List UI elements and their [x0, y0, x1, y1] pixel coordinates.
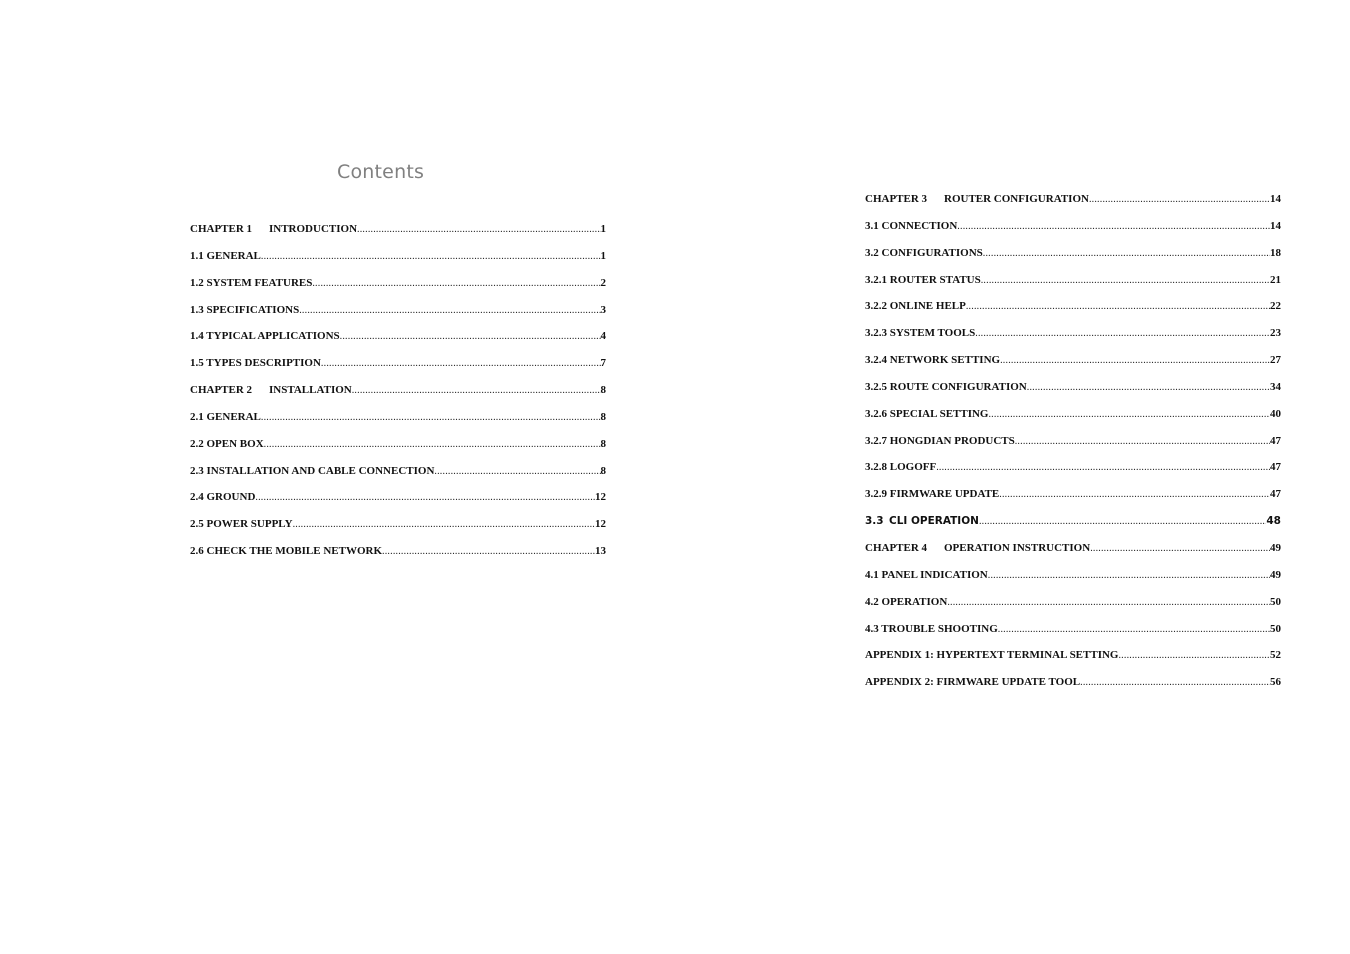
toc-page-number: 7 [600, 357, 606, 370]
toc-entry[interactable] [190, 465, 606, 492]
toc-entry-label [865, 274, 981, 286]
toc-entry-number: 3.3 [865, 515, 884, 528]
toc-entry-title: 2.3 INSTALLATION AND CABLE CONNECTION [190, 464, 435, 477]
toc-entry-title: CLI OPERATION [889, 515, 979, 528]
toc-page-number: 12 [595, 491, 606, 504]
toc-entry-title: 2.2 OPEN BOX [190, 437, 264, 450]
dot-leader [947, 597, 1270, 608]
dot-leader [1090, 543, 1270, 554]
toc-entry-label [865, 623, 998, 635]
toc-entry[interactable] [190, 491, 606, 518]
toc-entry-title: 4.1 PANEL INDICATION [865, 568, 988, 581]
dot-leader [983, 248, 1270, 259]
dot-leader [975, 328, 1270, 339]
toc-entry-title: INSTALLATION [269, 384, 352, 397]
toc-page-number: 50 [1270, 622, 1281, 635]
toc-entry-title: OPERATION INSTRUCTION [944, 541, 1091, 554]
toc-entry[interactable] [190, 250, 606, 277]
toc-page-number: 22 [1270, 300, 1281, 313]
toc-entry-title: 3.2.5 ROUTE CONFIGURATION [865, 380, 1027, 393]
dot-leader [988, 570, 1270, 581]
toc-page-number: 2 [600, 276, 606, 289]
toc-entry-title: 1.1 GENERAL [190, 249, 261, 262]
toc-entry-number: CHAPTER 1 [190, 223, 253, 235]
dot-leader [1015, 436, 1270, 447]
toc-page-number: 8 [600, 437, 606, 450]
toc-page-number: 13 [595, 545, 606, 558]
toc-page-number: 34 [1270, 380, 1281, 393]
toc-entry-label [865, 193, 1089, 205]
toc-entry-label [865, 435, 1015, 447]
toc-page-number: 8 [600, 384, 606, 397]
toc-entry-title: 3.2.8 LOGOFF [865, 461, 937, 474]
dot-leader [321, 358, 601, 369]
toc-page-number: 21 [1270, 273, 1281, 286]
dot-leader [1000, 355, 1270, 366]
dot-leader [1080, 677, 1270, 688]
toc-entry-title: APPENDIX 2: FIRMWARE UPDATE TOOL [865, 676, 1081, 689]
toc-entry-label [865, 676, 1080, 688]
dot-leader [264, 439, 601, 450]
toc-page-number: 49 [1270, 541, 1281, 554]
toc-entry-title: ROUTER CONFIGURATION [944, 193, 1089, 205]
toc-page-number: 1 [600, 223, 606, 235]
toc-entry[interactable] [865, 354, 1281, 381]
toc-entry-number: CHAPTER 3 [865, 193, 928, 205]
toc-entry-title: 3.2 CONFIGURATIONS [865, 246, 983, 259]
toc-entry-title: 1.5 TYPES DESCRIPTION [190, 357, 321, 370]
toc-entry-label [190, 491, 255, 503]
dot-leader [988, 409, 1270, 420]
toc-entry[interactable] [190, 223, 606, 250]
toc-page-number: 56 [1270, 676, 1281, 689]
toc-entry[interactable] [865, 220, 1281, 247]
toc-entry-label [865, 327, 975, 339]
toc-entry-label [190, 411, 261, 423]
page-title: Contents [337, 161, 425, 183]
toc-entry-title: 2.1 GENERAL [190, 410, 261, 423]
toc-entry-title: 3.1 CONNECTION [865, 219, 958, 232]
toc-entry-label [865, 596, 947, 608]
toc-entry[interactable] [865, 623, 1281, 650]
toc-entry[interactable] [190, 545, 606, 572]
toc-entry[interactable] [865, 435, 1281, 462]
toc-page-number: 23 [1270, 327, 1281, 340]
toc-entry-label [865, 300, 966, 312]
toc-entry-label [190, 277, 312, 289]
toc-page-number: 49 [1270, 568, 1281, 581]
toc-page-number: 18 [1270, 246, 1281, 259]
toc-entry-label [865, 220, 957, 232]
toc-entry[interactable] [865, 408, 1281, 435]
toc-entry[interactable] [190, 384, 606, 411]
toc-page-number: 14 [1270, 219, 1281, 232]
toc-entry-label [190, 304, 299, 316]
toc-entry[interactable] [190, 411, 606, 438]
toc-entry[interactable] [190, 518, 606, 545]
toc-entry-number: CHAPTER 4 [865, 541, 928, 554]
toc-entry-title: 3.2.6 SPECIAL SETTING [865, 407, 989, 420]
toc-entry-title: 1.4 TYPICAL APPLICATIONS [190, 330, 340, 343]
toc-entry-label [190, 438, 264, 450]
toc-entry[interactable] [865, 327, 1281, 354]
toc-entry[interactable] [865, 461, 1281, 488]
toc-entry-title: APPENDIX 1: HYPERTEXT TERMINAL SETTING [865, 649, 1119, 662]
toc-entry-title: 2.5 POWER SUPPLY [190, 518, 293, 531]
toc-page-number: 27 [1270, 354, 1281, 367]
toc-entry[interactable] [190, 357, 606, 384]
toc-entry-title: 1.2 SYSTEM FEATURES [190, 276, 313, 289]
dot-leader [255, 492, 595, 503]
toc-entry[interactable] [865, 569, 1281, 596]
toc-entry-title: 3.2.3 SYSTEM TOOLS [865, 327, 976, 340]
dot-leader [340, 331, 601, 342]
toc-entry-label [865, 649, 1118, 661]
toc-entry[interactable] [865, 676, 1281, 703]
toc-entry[interactable] [865, 274, 1281, 301]
toc-page-number: 12 [595, 518, 606, 531]
dot-leader [312, 278, 600, 289]
dot-leader [1089, 194, 1270, 205]
dot-leader [1027, 382, 1270, 393]
toc-page-number: 1 [600, 249, 606, 262]
toc-page-number: 48 [1266, 515, 1281, 528]
dot-leader [999, 489, 1270, 500]
dot-leader [293, 519, 595, 530]
toc-entry-label [865, 542, 1090, 554]
toc-entry[interactable] [865, 300, 1281, 327]
toc-entry-title: 4.2 OPERATION [865, 595, 948, 608]
dot-leader [352, 385, 601, 396]
toc-entry[interactable] [190, 330, 606, 357]
toc-entry-label [190, 384, 352, 396]
toc-entry[interactable] [865, 381, 1281, 408]
toc-entry-label [190, 545, 382, 557]
toc-left-column [190, 223, 606, 572]
toc-entry-label [865, 247, 983, 259]
toc-entry-label [865, 488, 999, 500]
toc-entry-title: 2.4 GROUND [190, 491, 256, 504]
toc-page-number: 40 [1270, 407, 1281, 420]
toc-page-number: 8 [600, 410, 606, 423]
toc-entry-label [190, 330, 340, 342]
toc-entry-title: 4.3 TROUBLE SHOOTING [865, 622, 998, 635]
dot-leader [1118, 650, 1270, 661]
dot-leader [261, 251, 601, 262]
dot-leader [981, 275, 1270, 286]
toc-page-number: 52 [1270, 649, 1281, 662]
dot-leader [957, 221, 1270, 232]
toc-entry-label [190, 357, 321, 369]
toc-entry[interactable] [865, 193, 1281, 220]
dot-leader [299, 305, 600, 316]
dot-leader [979, 516, 1266, 527]
dot-leader [261, 412, 601, 423]
toc-page-number: 47 [1270, 434, 1281, 447]
toc-entry[interactable] [865, 649, 1281, 676]
toc-entry[interactable] [190, 304, 606, 331]
toc-entry[interactable] [865, 542, 1281, 569]
toc-entry-label [865, 515, 979, 527]
toc-entry-label [190, 223, 357, 235]
toc-page-number: 3 [600, 303, 606, 316]
toc-entry[interactable] [190, 277, 606, 304]
dot-leader [382, 546, 595, 557]
toc-entry[interactable] [865, 247, 1281, 274]
toc-page-number: 50 [1270, 595, 1281, 608]
toc-entry-label [190, 465, 434, 477]
toc-entry-label [865, 461, 936, 473]
dot-leader [998, 624, 1270, 635]
toc-entry-title: 3.2.1 ROUTER STATUS [865, 273, 981, 286]
toc-page-number: 47 [1270, 488, 1281, 501]
toc-entry-label [865, 408, 988, 420]
toc-page-number: 4 [600, 330, 606, 343]
toc-page-number: 14 [1270, 193, 1281, 205]
toc-entry[interactable] [190, 438, 606, 465]
toc-entry-label [865, 381, 1027, 393]
dot-leader [936, 462, 1270, 473]
toc-page-number: 47 [1270, 461, 1281, 474]
toc-page-number: 8 [600, 464, 606, 477]
toc-entry-title: 3.2.7 HONGDIAN PRODUCTS [865, 434, 1015, 447]
toc-entry-title: 1.3 SPECIFICATIONS [190, 303, 300, 316]
toc-right-column [865, 193, 1281, 703]
toc-entry-title: 2.6 CHECK THE MOBILE NETWORK [190, 545, 383, 558]
dot-leader [357, 224, 600, 235]
toc-entry[interactable] [865, 515, 1281, 542]
toc-entry-number: CHAPTER 2 [190, 384, 253, 397]
dot-leader [434, 466, 600, 477]
toc-entry-label [190, 518, 293, 530]
toc-entry-title: 3.2.2 ONLINE HELP [865, 300, 966, 313]
toc-entry-title: INTRODUCTION [269, 223, 358, 235]
toc-entry-title: 3.2.9 FIRMWARE UPDATE [865, 488, 1000, 501]
dot-leader [966, 301, 1270, 312]
toc-entry-label [865, 569, 988, 581]
toc-entry-label [865, 354, 1000, 366]
toc-entry-label [190, 250, 261, 262]
toc-entry[interactable] [865, 488, 1281, 515]
toc-entry-title: 3.2.4 NETWORK SETTING [865, 354, 1001, 367]
toc-entry[interactable] [865, 596, 1281, 623]
